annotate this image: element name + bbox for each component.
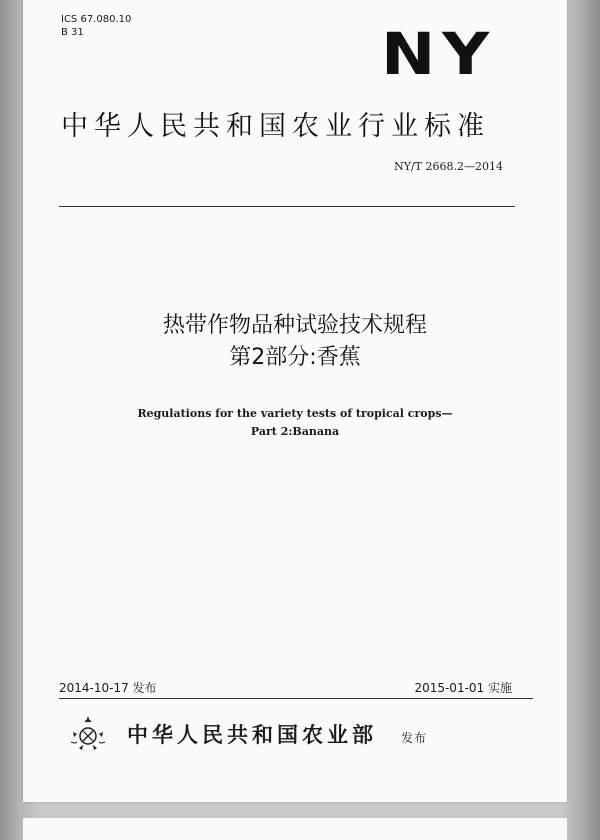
issuing-ministry: 中华人民共和国农业部 — [127, 723, 377, 747]
ny-logo: NY — [381, 20, 496, 88]
chinese-title-line-1: 热带作物品种试验技术规程 — [162, 313, 427, 338]
ics-code: ICS 67.080.10 — [61, 14, 132, 25]
footer-divider — [59, 698, 533, 699]
ministry-emblem-icon — [65, 712, 111, 758]
chinese-title — [23, 310, 567, 374]
standard-number: NY/T 2668.2—2014 — [394, 160, 503, 173]
english-title — [23, 405, 567, 441]
ccs-code: B 31 — [61, 27, 84, 38]
english-title-line-1: Regulations for the variety tests of tropical crops— — [137, 407, 453, 420]
implementation-date: 2015-01-01 实施 — [414, 681, 512, 695]
issue-date: 2014-10-17 发布 — [59, 681, 157, 695]
standard-category-title: 中华人民共和国农业行业标准 — [61, 111, 490, 142]
chinese-title-line-2: 第2部分:香蕉 — [229, 345, 361, 370]
publish-label: 发布 — [401, 731, 428, 745]
document-page — [23, 0, 567, 802]
english-title-line-2: Part 2:Banana — [250, 425, 340, 438]
next-page-edge — [23, 818, 567, 840]
header-divider — [59, 206, 515, 207]
